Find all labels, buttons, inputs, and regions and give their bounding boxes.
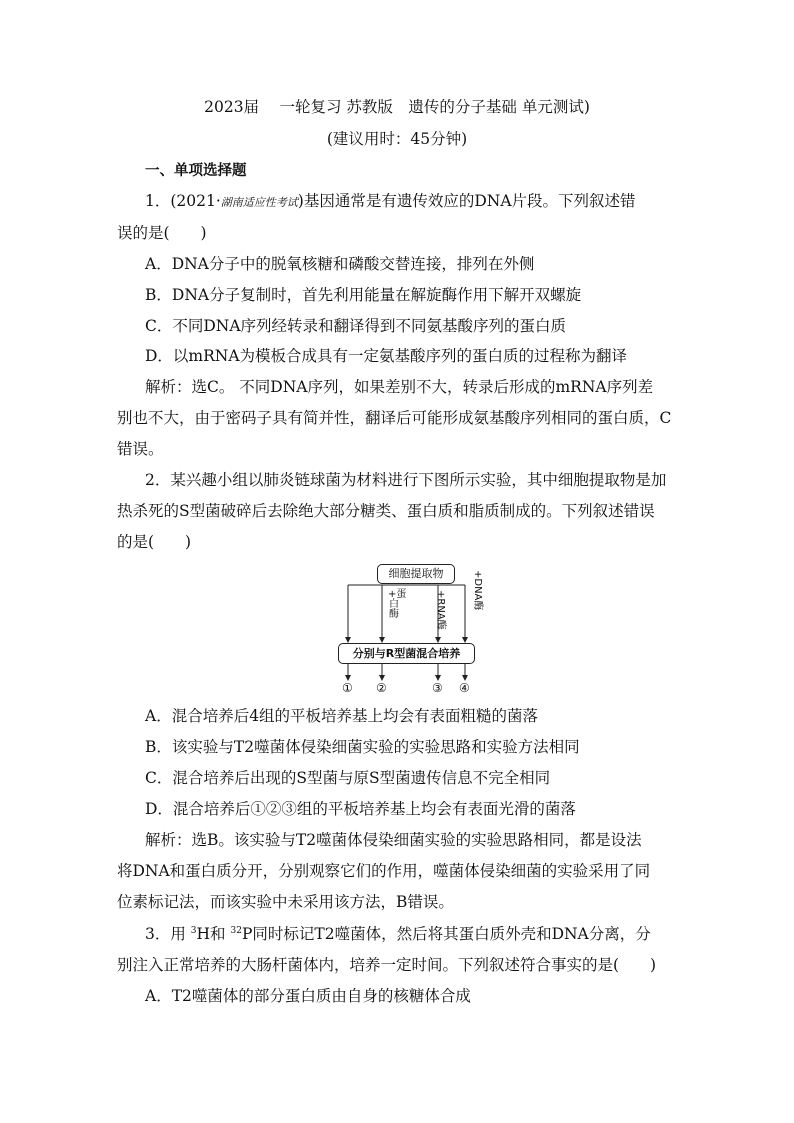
q3-isotope-p-superscript: 32 [230, 925, 242, 936]
q1-option-d: D．以mRNA为模板合成具有一定氨基酸序列的蛋白质的过程称为翻译 [145, 347, 628, 365]
q2-analysis-line3: 位素标记法，而该实验中未采用该方法，B错误。 [117, 893, 454, 911]
output-label-3: ③ [432, 681, 443, 695]
q2-analysis-line1: 解析：选B。该实验与T2噬菌体侵染细菌实验的实验思路相同，都是设法 [145, 831, 642, 849]
q3-option-a: A．T2噬菌体的部分蛋白质由自身的核糖体合成 [145, 987, 471, 1005]
q2-analysis-line2: 将DNA和蛋白质分开，分别观察它们的作用，噬菌体侵染细菌的实验采用了同 [117, 862, 651, 880]
enzyme-label-protease: +蛋白酶 [388, 589, 407, 620]
q1-option-a: A．DNA分子中的脱氧核糖和磷酸交替连接，排列在外侧 [145, 255, 535, 273]
q1-analysis-line3: 错误。 [117, 440, 164, 458]
document-subtitle: (建议用时：45分钟) [326, 130, 468, 148]
q3-stem-c: P同时标记T2噬菌体，然后将其蛋白质外壳和DNA分离，分 [241, 925, 651, 943]
document-title: 2023届 一轮复习 苏教版 遗传的分子基础 单元测试) [204, 98, 590, 116]
q2-option-a: A．混合培养后4组的平板培养基上均会有表面粗糙的菌落 [145, 707, 539, 725]
q3-stem-line2: 别注入正常培养的大肠杆菌体内，培养一定时间。下列叙述符合事实的是( ) [117, 956, 657, 974]
q2-option-c: C．混合培养后出现的S型菌与原S型菌遗传信息不完全相同 [145, 769, 551, 787]
q3-isotope-h-superscript: 3 [190, 925, 197, 936]
q1-analysis-line2: 别也不大，由于密码子具有简并性，翻译后可能形成氨基酸序列相同的蛋白质，C [117, 409, 672, 427]
section-heading: 一、单项选择题 [145, 163, 247, 179]
q2-option-b: B．该实验与T2噬菌体侵染细菌实验的实验思路和实验方法相同 [145, 738, 580, 756]
output-label-2: ② [376, 681, 387, 695]
cell-extract-box: 细胞提取物 [377, 564, 455, 584]
q1-analysis-line1: 解析：选C。 不同DNA序列，如果差别不大，转录后形成的mRNA序列差 [145, 378, 654, 396]
output-label-1: ① [342, 681, 353, 695]
enzyme-label-rnase: +RNA酶 [435, 590, 446, 630]
q2-stem-line2: 热杀死的S型菌破碎后去除绝大部分糖类、蛋白质和脂质制成的。下列叙述错误 [117, 502, 655, 520]
q1-stem-text: )基因通常是有遗传效应的DNA片段。下列叙述错 [297, 192, 636, 210]
mixed-culture-box: 分别与R型菌混合培养 [338, 643, 475, 664]
output-label-4: ④ [459, 681, 470, 695]
q2-stem-line3: 的是( ) [117, 533, 192, 551]
q1-option-b: B．DNA分子复制时，首先利用能量在解旋酶作用下解开双螺旋 [145, 286, 582, 304]
q1-source: 湖南适应性考试 [220, 196, 298, 209]
q3-stem-b: H和 [196, 925, 231, 943]
q2-stem-line1: 2．某兴趣小组以肺炎链球菌为材料进行下图所示实验，其中细胞提取物是加 [145, 471, 667, 489]
experiment-diagram [330, 560, 500, 700]
q1-option-c: C．不同DNA序列经转录和翻译得到不同氨基酸序列的蛋白质 [145, 317, 567, 335]
q2-option-d: D．混合培养后①②③组的平板培养基上均会有表面光滑的菌落 [145, 800, 576, 818]
q1-prefix: 1．(2021· [145, 192, 221, 210]
q1-stem-line1 [145, 191, 636, 213]
enzyme-label-dnase: +DNA酶 [472, 570, 483, 611]
q3-stem-line1 [145, 924, 651, 944]
q3-stem-a: 3．用 [145, 925, 191, 943]
q1-stem-line2: 误的是( ) [117, 224, 207, 242]
